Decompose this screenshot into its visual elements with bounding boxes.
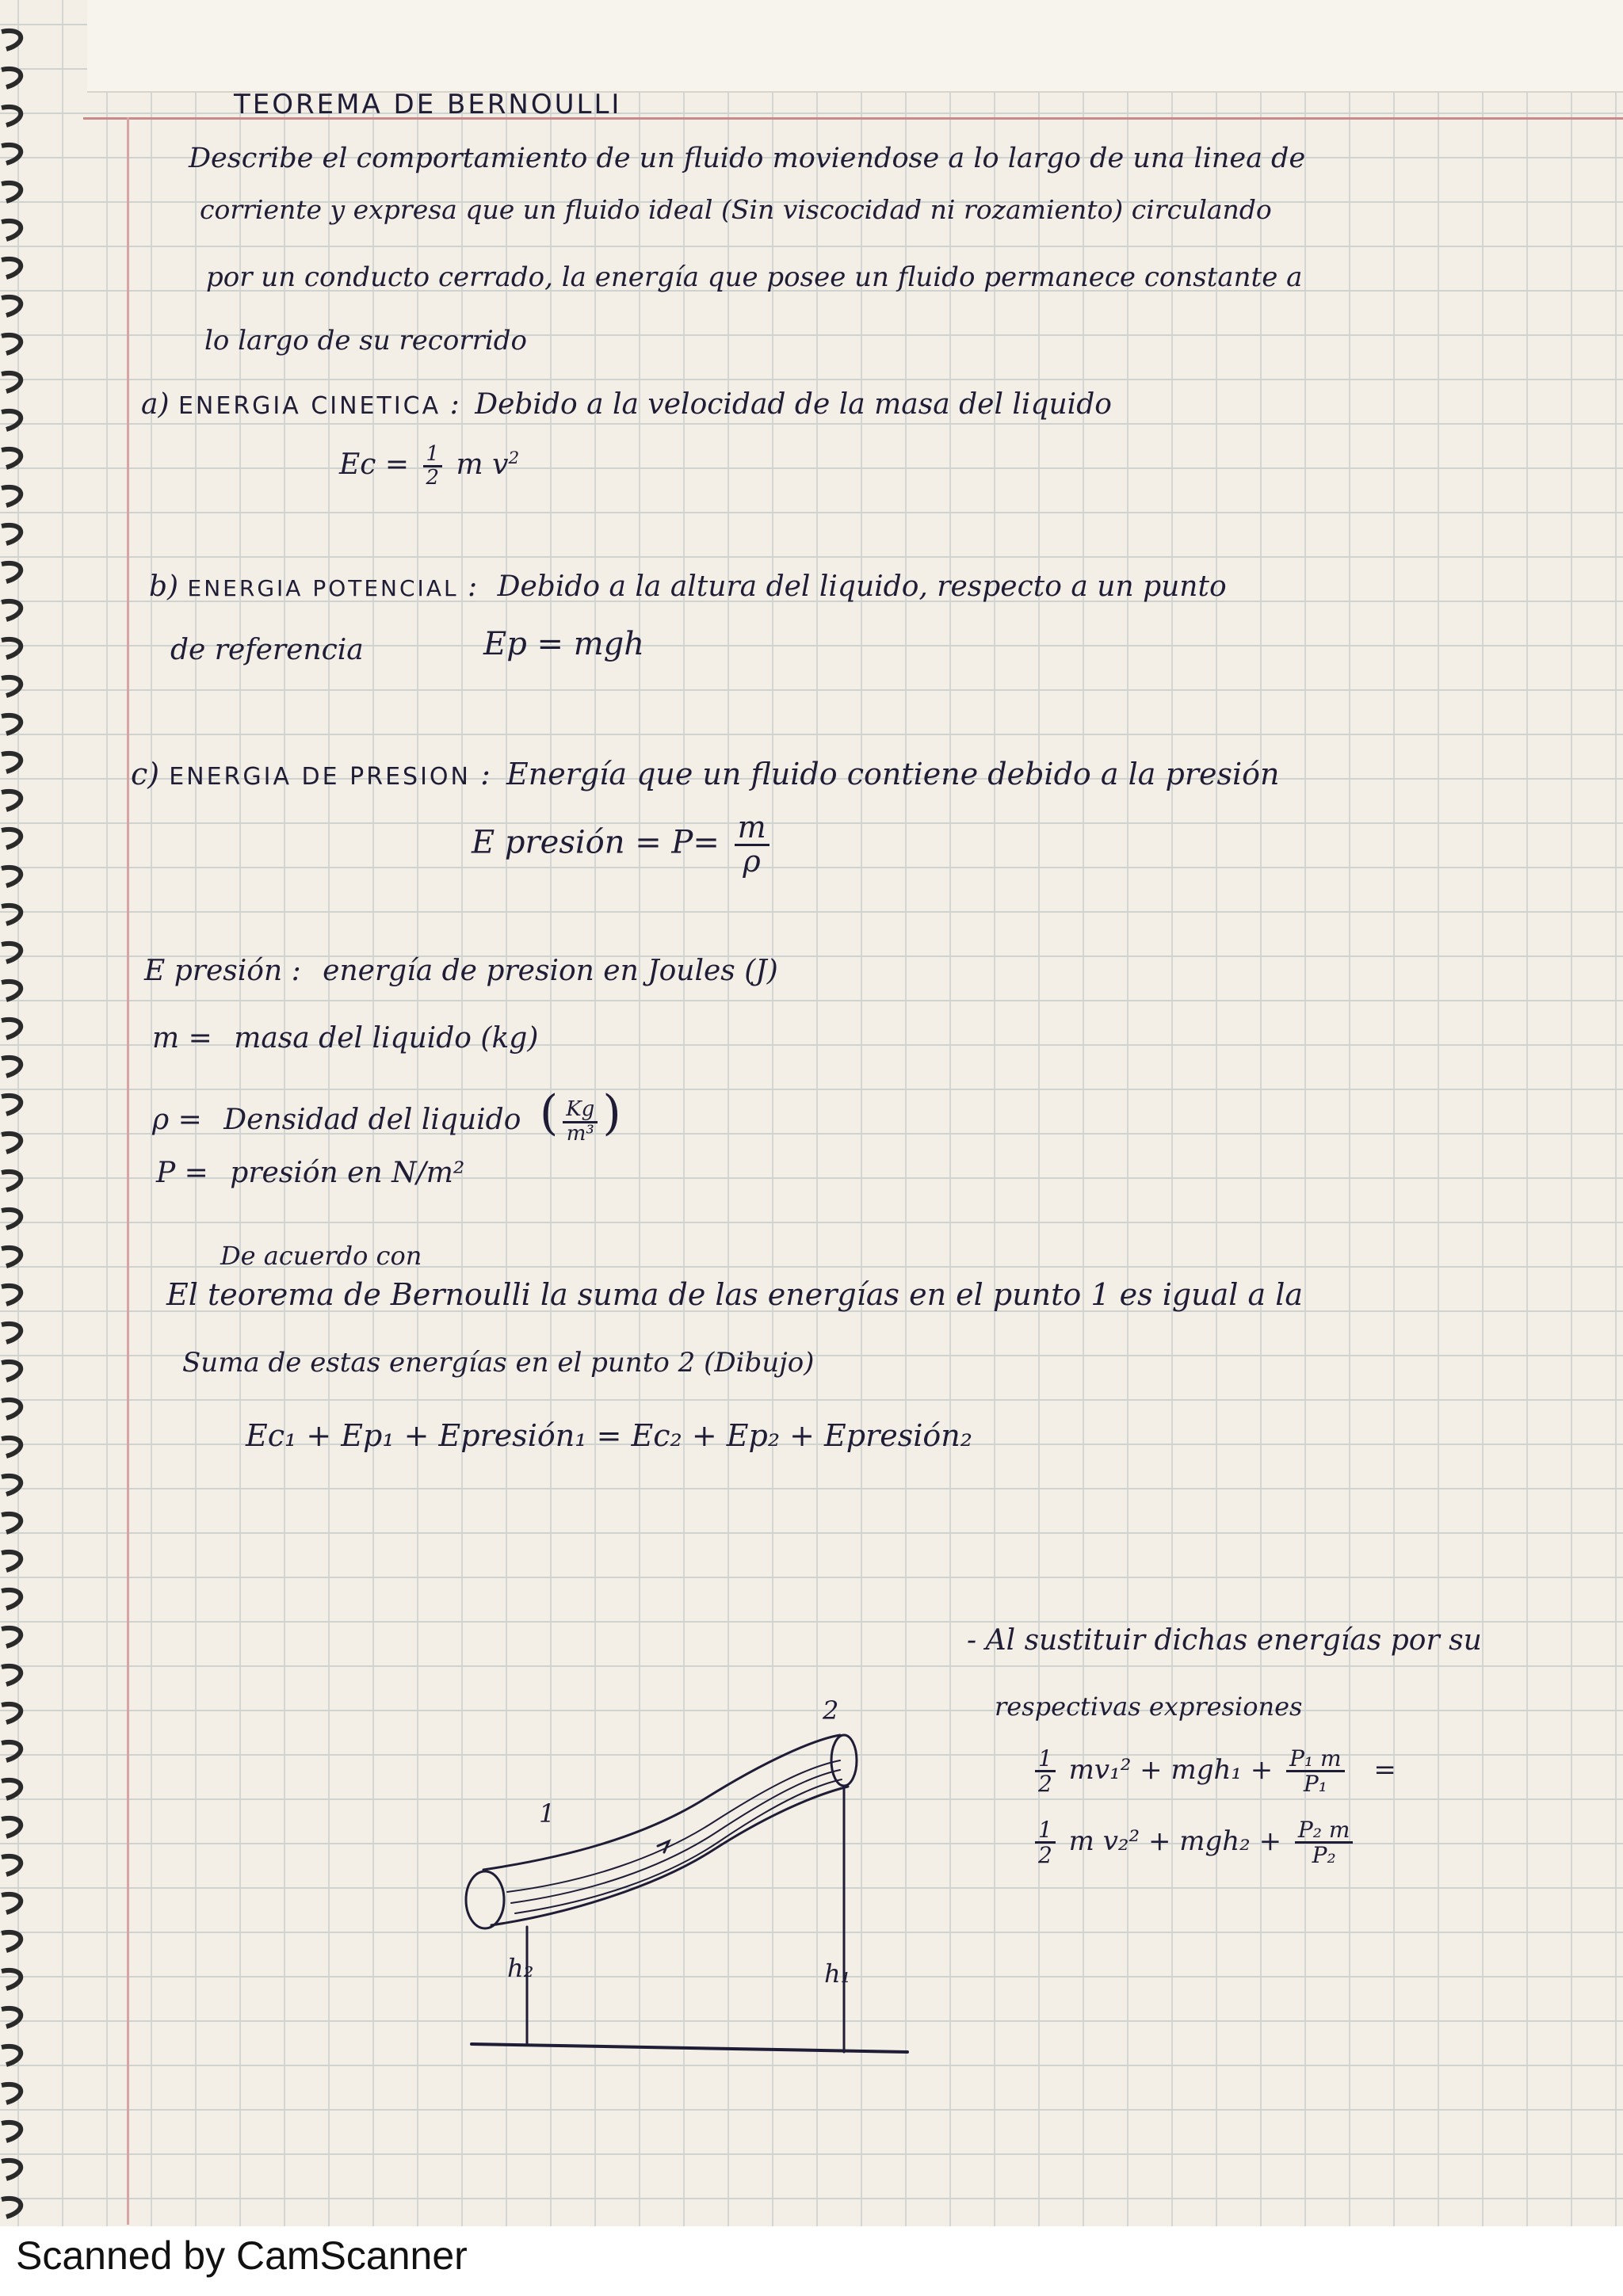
definition-pressure <box>156 1157 464 1189</box>
expanded-equation-row-2 <box>1030 1818 1358 1867</box>
row2-mid: m v₂² + mgh₂ + <box>1068 1825 1282 1857</box>
label-point-2: 2 <box>823 1695 839 1726</box>
spiral-ring <box>2 1780 21 1798</box>
spiral-ring <box>2 715 21 734</box>
section-a-marker: a) <box>141 388 170 421</box>
label-h1: h₁ <box>824 1958 851 1989</box>
spiral-ring <box>2 1400 21 1418</box>
spiral-ring <box>2 1020 21 1038</box>
kinetic-formula-lhs: Ec = <box>339 448 410 481</box>
section-b-marker: b) <box>149 570 179 603</box>
density-unit-num: Kg <box>563 1099 598 1123</box>
spiral-ring <box>2 411 21 429</box>
pressure-frac-den: ρ <box>743 843 761 879</box>
spiral-ring <box>2 1134 21 1152</box>
row1-equals: = <box>1373 1753 1396 1786</box>
spiral-ring <box>2 449 21 467</box>
spiral-ring <box>2 2122 21 2141</box>
pressure-formula <box>472 812 774 878</box>
definition-text: Densidad del liquido <box>223 1104 521 1136</box>
section-b-heading: ENERGIA POTENCIAL <box>187 575 459 601</box>
according-note: De acuerdo con <box>220 1241 422 1271</box>
spiral-ring <box>2 944 21 962</box>
pipe-outlet <box>831 1735 857 1786</box>
section-b-colon: : <box>468 570 478 603</box>
section-c-colon: : <box>480 757 491 791</box>
spiral-ring <box>2 1970 21 1989</box>
spiral-ring <box>2 183 21 201</box>
section-c <box>131 757 1279 791</box>
ground-line <box>472 2044 907 2052</box>
row2-half-fraction <box>1035 1818 1056 1867</box>
spiral-ring <box>2 830 21 848</box>
pressure-fraction <box>735 812 769 878</box>
section-b-text: Debido a la altura del liquido, respecto a un punto <box>497 570 1227 603</box>
spiral-ring <box>2 1096 21 1114</box>
spiral-ring <box>2 1590 21 1608</box>
substitution-line-1: - Al sustituir dichas energías por su <box>967 1624 1482 1657</box>
page-top-edge <box>87 0 1623 93</box>
page-title: TEOREMA DE BERNOULLI <box>234 89 622 120</box>
spiral-ring <box>2 601 21 620</box>
spiral-ring <box>2 1628 21 1646</box>
statement-line-1: El teorema de Bernoulli la suma de las energías en el punto 1 es igual a la <box>166 1277 1304 1312</box>
spiral-ring <box>2 2199 21 2217</box>
intro-line-3: por un conducto cerrado, la energía que posee un fluido permanece constante a <box>206 261 1303 293</box>
spiral-ring <box>2 487 21 505</box>
row1-pressure-den: P₁ <box>1303 1771 1327 1798</box>
left-margin-line <box>127 117 129 2225</box>
row1-mid: mv₁² + mgh₁ + <box>1068 1753 1274 1786</box>
spiral-ring <box>2 525 21 543</box>
row2-half-den: 2 <box>1038 1842 1052 1869</box>
kinetic-frac-den: 2 <box>426 466 440 490</box>
definition-mass <box>152 1022 538 1055</box>
density-unit-fraction <box>563 1099 598 1145</box>
paren-close: ) <box>602 1085 621 1141</box>
density-unit-den: m³ <box>566 1121 594 1146</box>
definition-text: presión en N/m² <box>230 1157 465 1189</box>
spiral-ring <box>2 1742 21 1760</box>
pipe-inlet <box>466 1871 504 1928</box>
intro-line-1: Describe el comportamiento de un fluido moviendose a lo largo de una linea de <box>189 143 1306 174</box>
kinetic-formula-sup: 2 <box>508 448 520 468</box>
section-a-colon: : <box>449 388 460 421</box>
spiral-ring <box>2 1476 21 1494</box>
section-a-heading: ENERGIA CINETICA <box>178 392 441 420</box>
expanded-equation-row-1 <box>1030 1747 1396 1796</box>
definition-symbol: P = <box>156 1157 208 1189</box>
section-c-text: Energía que un fluido contiene debido a la presión <box>506 757 1280 791</box>
section-a <box>141 388 1112 421</box>
spiral-ring <box>2 1210 21 1228</box>
spiral-ring <box>2 2008 21 2027</box>
spiral-ring <box>2 145 21 163</box>
row2-pressure-fraction <box>1295 1818 1354 1867</box>
spiral-ring <box>2 259 21 277</box>
spiral-ring <box>2 297 21 315</box>
section-b-text2: de referencia <box>170 634 364 666</box>
definition-symbol: ρ = <box>152 1104 202 1136</box>
definition-symbol: E presión : <box>144 955 301 987</box>
spiral-ring <box>2 1172 21 1190</box>
spiral-binding <box>0 24 32 2226</box>
pressure-formula-lhs: E presión = P= <box>472 824 720 861</box>
spiral-ring <box>2 69 21 87</box>
spiral-ring <box>2 677 21 696</box>
row1-half-den: 2 <box>1038 1771 1052 1798</box>
spiral-ring <box>2 2046 21 2065</box>
spiral-ring <box>2 1894 21 1913</box>
spiral-ring <box>2 31 21 49</box>
row2-pressure-den: P₂ <box>1312 1842 1336 1869</box>
spiral-ring <box>2 335 21 353</box>
kinetic-fraction <box>423 444 443 490</box>
spiral-ring <box>2 563 21 582</box>
spiral-ring <box>2 2161 21 2179</box>
spiral-ring <box>2 791 21 810</box>
row1-pressure-num: P₁ m <box>1286 1747 1345 1772</box>
spiral-ring <box>2 2084 21 2103</box>
pipe-diagram <box>444 1688 935 2084</box>
kinetic-frac-num: 1 <box>423 444 443 467</box>
spiral-ring <box>2 1324 21 1342</box>
spiral-ring <box>2 639 21 658</box>
spiral-ring <box>2 107 21 125</box>
row1-pressure-fraction <box>1286 1747 1345 1796</box>
potential-formula: Ep = mgh <box>483 626 645 662</box>
bernoulli-equation: Ec₁ + Ep₁ + Epresión₁ = Ec₂ + Ep₂ + Epresión₂ <box>246 1418 973 1453</box>
section-a-text: Debido a la velocidad de la masa del liquido <box>475 388 1112 421</box>
definition-epresion <box>144 955 778 987</box>
section-b <box>149 570 1227 603</box>
substitution-line-2: respectivas expresiones <box>995 1691 1303 1722</box>
row2-pressure-num: P₂ m <box>1295 1818 1354 1844</box>
spiral-ring <box>2 1932 21 1951</box>
paren-open: ( <box>539 1085 559 1141</box>
spiral-ring <box>2 1704 21 1722</box>
spiral-ring <box>2 1552 21 1570</box>
spiral-ring <box>2 1856 21 1875</box>
row1-half-fraction <box>1035 1747 1056 1796</box>
definition-symbol: m = <box>152 1022 212 1055</box>
spiral-ring <box>2 1362 21 1380</box>
pressure-frac-num: m <box>735 812 769 846</box>
spiral-ring <box>2 373 21 391</box>
spiral-ring <box>2 1058 21 1076</box>
row1-half-num: 1 <box>1035 1747 1056 1772</box>
section-c-heading: ENERGIA DE PRESION <box>169 763 471 791</box>
spiral-ring <box>2 753 21 772</box>
spiral-ring <box>2 982 21 1000</box>
kinetic-formula-rhs: m v <box>456 448 509 481</box>
definition-density <box>152 1085 621 1145</box>
kinetic-formula <box>339 444 519 490</box>
spiral-ring <box>2 1666 21 1684</box>
spiral-ring <box>2 1438 21 1456</box>
section-c-marker: c) <box>131 757 160 791</box>
label-point-1: 1 <box>539 1798 556 1829</box>
spiral-ring <box>2 1286 21 1304</box>
spiral-ring <box>2 221 21 239</box>
spiral-ring <box>2 868 21 886</box>
label-h2: h₂ <box>507 1953 534 1983</box>
spiral-ring <box>2 1514 21 1532</box>
statement-line-2: Suma de estas energías en el punto 2 (Dibujo) <box>182 1347 815 1379</box>
definition-text: energía de presion en Joules (J) <box>323 955 778 987</box>
intro-line-2: corriente y expresa que un fluido ideal (Sin viscocidad ni rozamiento) circulando <box>200 194 1272 225</box>
spiral-ring <box>2 906 21 924</box>
definition-text: masa del liquido (kg) <box>234 1022 539 1055</box>
scanner-watermark: Scanned by CamScanner <box>16 2233 468 2278</box>
row2-half-num: 1 <box>1035 1818 1056 1844</box>
intro-line-4: lo largo de su recorrido <box>204 325 527 357</box>
spiral-ring <box>2 1818 21 1836</box>
spiral-ring <box>2 1248 21 1266</box>
